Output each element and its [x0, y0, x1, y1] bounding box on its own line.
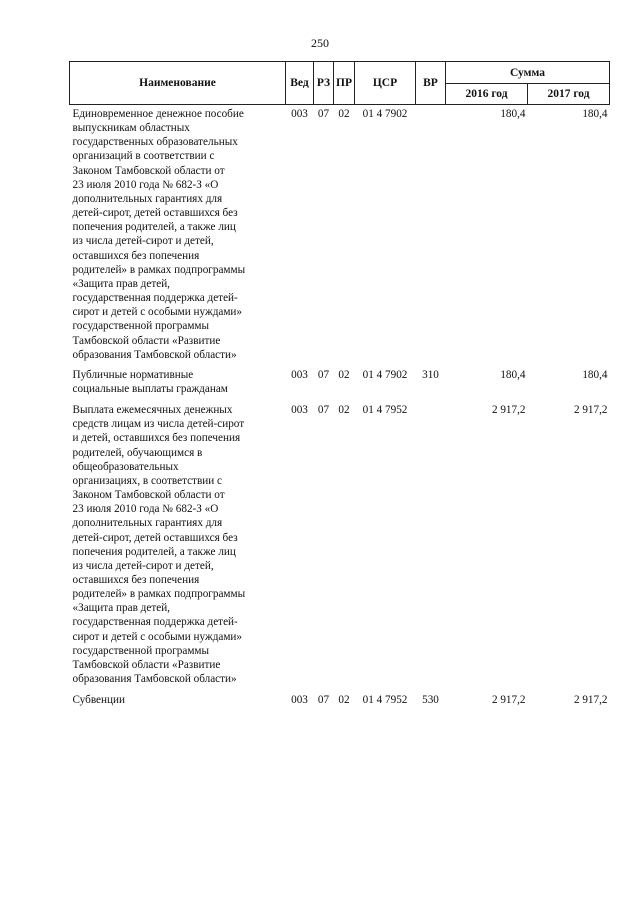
row-name-line: «Защита прав детей,: [72, 602, 170, 615]
row-sum-2016: 2 917,2: [491, 694, 526, 707]
row-csr: 01 4 7952: [362, 404, 408, 417]
row-pr: 02: [338, 108, 350, 120]
row-sum-2016: 180,4: [500, 108, 526, 120]
row-csr: 01 4 7902: [362, 368, 408, 381]
row-csr: 01 4 7902: [362, 108, 408, 120]
row-name-line: детей-сирот, детей оставшихся без: [72, 531, 238, 544]
row-name-line: средств лицам из числа детей-сирот: [72, 418, 245, 431]
table-body: [70, 105, 610, 709]
row-name: [70, 687, 286, 708]
row-name-line: дополнительных гарантиях для: [72, 192, 223, 205]
header-name: Наименование: [70, 62, 286, 105]
row-rz: 07: [317, 108, 330, 120]
row-name: [70, 397, 286, 687]
header-ved: Вед: [286, 62, 314, 105]
row-name-line: «Защита прав детей,: [72, 277, 170, 290]
row-name-line: образования Тамбовской области»: [72, 673, 237, 686]
row-name-line: дополнительных гарантиях для: [72, 517, 223, 530]
row-sum-2017: 180,4: [582, 108, 608, 120]
row-name-line: Тамбовской области «Развитие: [72, 334, 221, 347]
row-sum-2017: 2 917,2: [573, 404, 608, 417]
header-year-2017: 2017 год: [528, 84, 610, 105]
row-rz: 07: [317, 694, 330, 707]
row-name-line: родителей» в рамках подпрограммы: [72, 588, 246, 601]
row-name-line: выпускникам областных: [72, 122, 190, 135]
row-ved: 003: [291, 694, 308, 707]
table-header: [70, 62, 610, 105]
table-row: [70, 105, 610, 363]
row-name-line: попечения родителей, а также лиц: [72, 221, 236, 234]
row-rz: 07: [317, 368, 330, 381]
row-name-line: 23 июля 2010 года № 682-З «О: [72, 503, 219, 516]
row-name-line: родителей, обучающимся в: [72, 446, 203, 459]
row-pr: 02: [338, 368, 350, 381]
row-name-line: государственная поддержка детей-: [72, 616, 238, 629]
row-vr: [416, 397, 446, 687]
header-vr: ВР: [416, 62, 446, 105]
row-name-line: организаций в соответствии с: [72, 150, 215, 163]
table-row: [70, 397, 610, 687]
row-name-line: Публичные нормативные: [72, 368, 194, 381]
row-name-line: государственной программы: [72, 644, 210, 657]
row-name-line: оставшихся без попечения: [72, 574, 200, 586]
row-name-line: Выплата ежемесячных денежных: [72, 404, 233, 417]
row-name-line: сирот и детей с особыми нуждами»: [72, 630, 243, 643]
header-year-2016: 2016 год: [446, 84, 528, 105]
row-rz: 07: [317, 404, 330, 417]
header-sum: Сумма: [446, 62, 610, 84]
row-name-line: государственной программы: [72, 320, 210, 333]
row-name-line: 23 июля 2010 года № 682-З «О: [72, 178, 219, 191]
row-name-line: сирот и детей с особыми нуждами»: [72, 306, 243, 319]
row-name-line: общеобразовательных: [72, 460, 179, 473]
row-name: [70, 105, 286, 363]
row-name-line: государственная поддержка детей-: [72, 292, 238, 305]
header-pr: ПР: [334, 62, 355, 105]
row-sum-2016: 180,4: [500, 368, 526, 381]
row-name-line: из числа детей-сирот и детей,: [72, 559, 214, 572]
row-vr: 530: [422, 694, 439, 707]
row-name-line: оставшихся без попечения: [72, 249, 200, 262]
row-name: [70, 363, 286, 397]
header-rz: РЗ: [314, 62, 334, 105]
row-sum-2017: 2 917,2: [573, 694, 608, 707]
row-vr: [416, 105, 446, 363]
row-ved: 003: [291, 404, 308, 417]
row-csr: 01 4 7952: [362, 694, 408, 707]
row-name-line: детей-сирот, детей оставшихся без: [72, 207, 238, 220]
row-vr: 310: [422, 368, 439, 381]
header-csr: ЦСР: [355, 62, 416, 105]
row-ved: 003: [291, 368, 308, 381]
row-name-line: из числа детей-сирот и детей,: [72, 235, 214, 248]
row-name-line: родителей» в рамках подпрограммы: [72, 263, 246, 276]
row-name-line: социальные выплаты гражданам: [72, 382, 228, 395]
row-pr: 02: [338, 694, 350, 707]
table-row: [70, 687, 610, 708]
row-sum-2016: 2 917,2: [491, 404, 526, 417]
row-pr: 02: [338, 404, 350, 417]
row-sum-2017: 180,4: [582, 368, 608, 381]
row-name-line: и детей, оставшихся без попечения: [72, 432, 241, 445]
row-name-line: Субвенции: [72, 694, 125, 707]
row-ved: 003: [291, 108, 308, 120]
row-name-line: образования Тамбовской области»: [72, 348, 237, 361]
row-name-line: Тамбовской области «Развитие: [72, 658, 221, 671]
row-name-line: Единовременное денежное пособие: [72, 108, 244, 120]
table-row: [70, 363, 610, 397]
row-name-line: организациях, в соответствии с: [72, 474, 222, 487]
row-name-line: государственных образовательных: [72, 136, 238, 149]
page-number: 250: [311, 36, 329, 50]
row-name-line: Законом Тамбовской области от: [72, 489, 225, 502]
budget-table: [69, 61, 610, 708]
row-name-line: попечения родителей, а также лиц: [72, 545, 236, 558]
row-name-line: Законом Тамбовской области от: [72, 164, 225, 177]
